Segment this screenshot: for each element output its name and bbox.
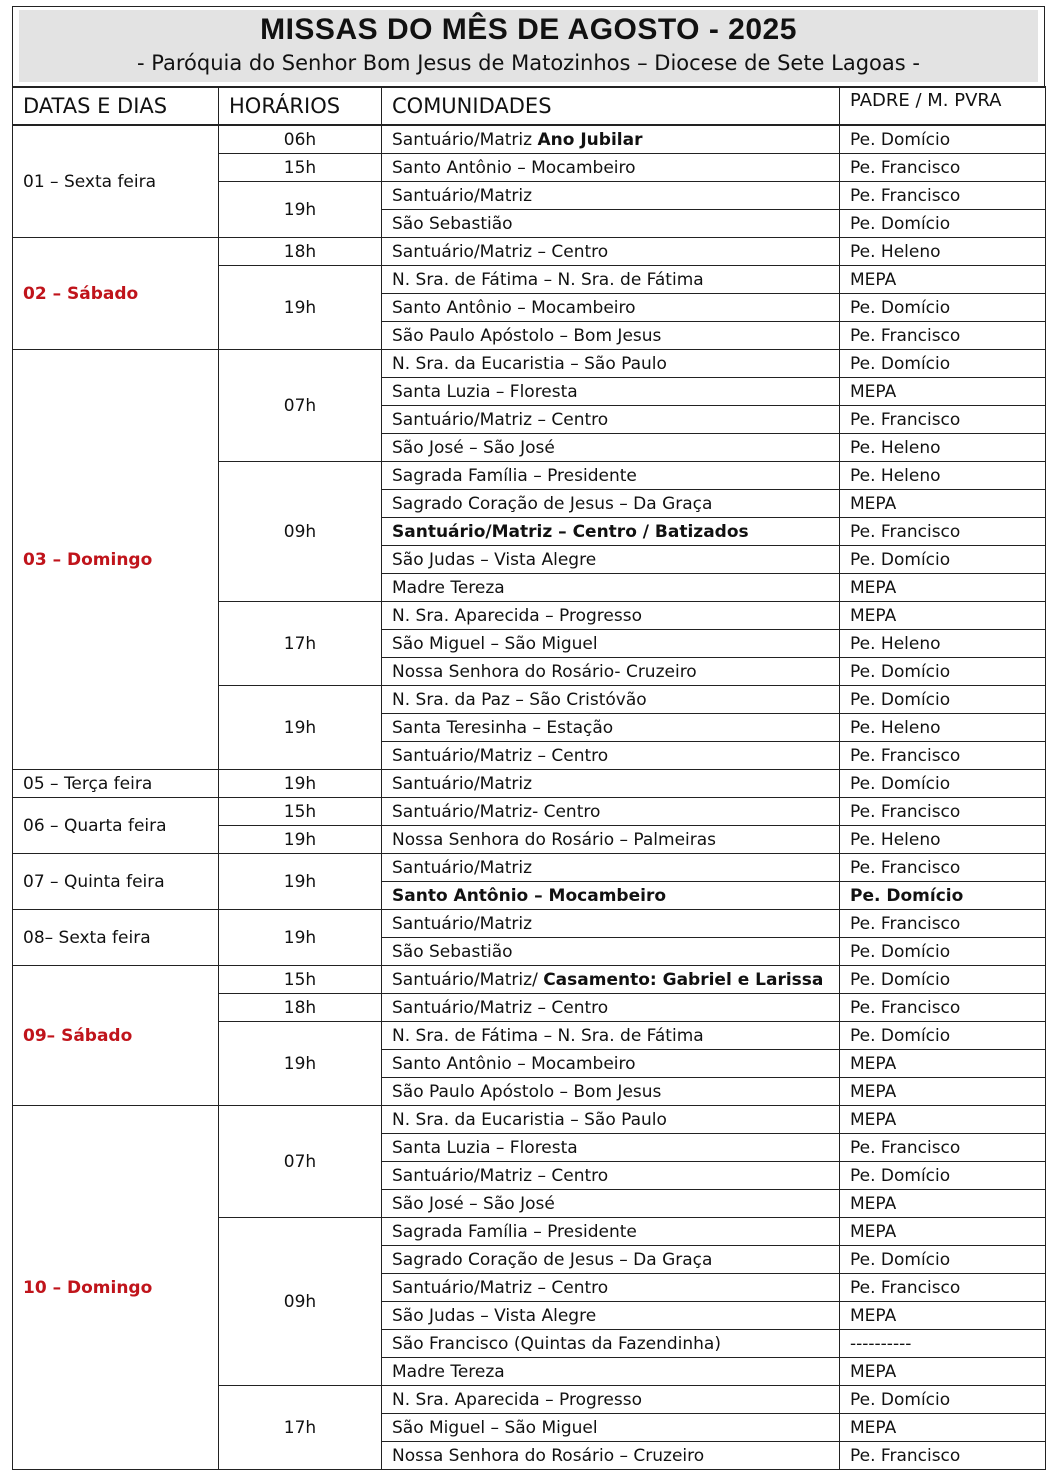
community-cell: [382, 854, 840, 882]
time-cell: 09h: [219, 1218, 382, 1386]
community-cell: [382, 546, 840, 574]
table-row: [13, 1106, 1046, 1134]
table-header-row: [13, 87, 1046, 125]
priest-cell: MEPA: [840, 574, 1046, 602]
community-name: Santo Antônio – Mocambeiro: [392, 885, 667, 906]
priest-cell: MEPA: [840, 1106, 1046, 1134]
priest-cell: Pe. Francisco: [840, 1274, 1046, 1302]
community-name: Santuário/Matriz – Centro / Batizados: [392, 521, 749, 542]
community-cell: [382, 154, 840, 182]
community-name: Santo Antônio – Mocambeiro: [392, 297, 636, 318]
day-cell: 06 – Quarta feira: [13, 798, 219, 854]
community-note: Ano Jubilar: [537, 129, 643, 150]
community-name: Santa Luzia – Floresta: [392, 381, 578, 402]
day-cell: 07 – Quinta feira: [13, 854, 219, 910]
time-cell: 06h: [219, 125, 382, 154]
community-cell: [382, 1442, 840, 1470]
priest-cell: Pe. Heleno: [840, 714, 1046, 742]
community-name: Santuário/Matriz: [392, 913, 533, 934]
community-cell: [382, 910, 840, 938]
table-row: [13, 910, 1046, 938]
community-cell: [382, 602, 840, 630]
community-name: N. Sra. de Fátima – N. Sra. de Fátima: [392, 269, 704, 290]
priest-cell: Pe. Francisco: [840, 518, 1046, 546]
priest-cell: MEPA: [840, 1078, 1046, 1106]
time-cell: 19h: [219, 182, 382, 238]
priest-cell: Pe. Heleno: [840, 434, 1046, 462]
time-cell: 19h: [219, 910, 382, 966]
priest-cell: MEPA: [840, 266, 1046, 294]
priest-cell: MEPA: [840, 602, 1046, 630]
page-title: MISSAS DO MÊS DE AGOSTO - 2025: [260, 13, 797, 46]
time-cell: 07h: [219, 350, 382, 462]
column-header-times: HORÁRIOS: [219, 87, 382, 125]
priest-cell: Pe. Francisco: [840, 798, 1046, 826]
community-name: Nossa Senhora do Rosário – Palmeiras: [392, 829, 717, 850]
community-cell: [382, 294, 840, 322]
column-header-priest: PADRE / M. PVRA: [840, 87, 1046, 125]
priest-cell: Pe. Heleno: [840, 630, 1046, 658]
community-name: Santuário/Matriz – Centro: [392, 745, 609, 766]
community-name: Nossa Senhora do Rosário- Cruzeiro: [392, 661, 697, 682]
community-name: Santa Luzia – Floresta: [392, 1137, 578, 1158]
time-cell: 18h: [219, 238, 382, 266]
day-cell: 01 – Sexta feira: [13, 125, 219, 238]
community-cell: [382, 350, 840, 378]
community-cell: [382, 1078, 840, 1106]
community-cell: [382, 490, 840, 518]
time-cell: 19h: [219, 854, 382, 910]
community-cell: [382, 882, 840, 910]
priest-cell: Pe. Francisco: [840, 1442, 1046, 1470]
community-name: São Miguel – São Miguel: [392, 633, 598, 654]
priest-cell: Pe. Francisco: [840, 1134, 1046, 1162]
community-cell: [382, 798, 840, 826]
community-name: Santuário/Matriz – Centro: [392, 409, 609, 430]
community-cell: [382, 378, 840, 406]
priest-cell: Pe. Domício: [840, 882, 1046, 910]
priest-cell: MEPA: [840, 1302, 1046, 1330]
community-name: N. Sra. Aparecida – Progresso: [392, 605, 642, 626]
community-name: São Judas – Vista Alegre: [392, 549, 597, 570]
table-row: [13, 238, 1046, 266]
priest-cell: Pe. Domício: [840, 966, 1046, 994]
community-cell: [382, 406, 840, 434]
priest-cell: Pe. Francisco: [840, 322, 1046, 350]
priest-cell: Pe. Domício: [840, 1022, 1046, 1050]
community-name: Santuário/Matriz – Centro: [392, 997, 609, 1018]
community-cell: [382, 630, 840, 658]
community-name: Santuário/Matriz/: [392, 969, 544, 990]
community-note: Casamento: Gabriel e Larissa: [543, 969, 824, 990]
community-name: São Sebastião: [392, 213, 513, 234]
priest-cell: Pe. Francisco: [840, 182, 1046, 210]
priest-cell: Pe. Francisco: [840, 154, 1046, 182]
community-name: Santuário/Matriz: [392, 129, 538, 150]
priest-cell: Pe. Domício: [840, 1246, 1046, 1274]
day-cell: 08– Sexta feira: [13, 910, 219, 966]
table-row: [13, 854, 1046, 882]
community-cell: [382, 938, 840, 966]
community-name: Santo Antônio – Mocambeiro: [392, 157, 636, 178]
community-name: Santuário/Matriz – Centro: [392, 1165, 609, 1186]
priest-cell: MEPA: [840, 1414, 1046, 1442]
community-cell: [382, 210, 840, 238]
priest-cell: Pe. Francisco: [840, 910, 1046, 938]
priest-cell: Pe. Domício: [840, 210, 1046, 238]
community-cell: [382, 1358, 840, 1386]
priest-cell: Pe. Domício: [840, 350, 1046, 378]
table-row: [13, 350, 1046, 378]
community-cell: [382, 182, 840, 210]
community-name: Sagrado Coração de Jesus – Da Graça: [392, 493, 713, 514]
table-row: [13, 966, 1046, 994]
time-cell: 19h: [219, 826, 382, 854]
community-cell: [382, 826, 840, 854]
priest-cell: Pe. Domício: [840, 938, 1046, 966]
time-cell: 17h: [219, 1386, 382, 1470]
schedule-header: [12, 6, 1045, 86]
community-name: São José – São José: [392, 437, 555, 458]
community-name: N. Sra. da Eucaristia – São Paulo: [392, 353, 667, 374]
table-row: [13, 798, 1046, 826]
priest-cell: Pe. Domício: [840, 658, 1046, 686]
time-cell: 19h: [219, 1022, 382, 1106]
day-cell: 05 – Terça feira: [13, 770, 219, 798]
priest-cell: MEPA: [840, 490, 1046, 518]
priest-cell: ----------: [840, 1330, 1046, 1358]
time-cell: 17h: [219, 602, 382, 686]
community-cell: [382, 1414, 840, 1442]
priest-cell: MEPA: [840, 378, 1046, 406]
community-name: Sagrada Família – Presidente: [392, 1221, 637, 1242]
time-cell: 09h: [219, 462, 382, 602]
community-name: Sagrada Família – Presidente: [392, 465, 637, 486]
community-cell: [382, 1106, 840, 1134]
column-header-communities: COMUNIDADES: [382, 87, 840, 125]
schedule-body: [13, 125, 1046, 1470]
priest-cell: Pe. Heleno: [840, 462, 1046, 490]
priest-cell: Pe. Domício: [840, 125, 1046, 154]
day-cell: 09– Sábado: [13, 966, 219, 1106]
community-name: São Miguel – São Miguel: [392, 1417, 598, 1438]
community-cell: [382, 686, 840, 714]
community-name: São Francisco (Quintas da Fazendinha): [392, 1333, 721, 1354]
priest-cell: Pe. Domício: [840, 546, 1046, 574]
community-name: N. Sra. da Eucaristia – São Paulo: [392, 1109, 667, 1130]
community-name: Sagrado Coração de Jesus – Da Graça: [392, 1249, 713, 1270]
time-cell: 15h: [219, 966, 382, 994]
community-cell: [382, 1050, 840, 1078]
community-name: São Paulo Apóstolo – Bom Jesus: [392, 325, 662, 346]
community-cell: [382, 742, 840, 770]
priest-cell: Pe. Domício: [840, 1386, 1046, 1414]
time-cell: 18h: [219, 994, 382, 1022]
priest-cell: MEPA: [840, 1190, 1046, 1218]
priest-cell: Pe. Domício: [840, 770, 1046, 798]
community-name: Madre Tereza: [392, 1361, 505, 1382]
community-name: Santa Teresinha – Estação: [392, 717, 614, 738]
community-name: Santuário/Matriz- Centro: [392, 801, 601, 822]
community-cell: [382, 658, 840, 686]
community-name: Nossa Senhora do Rosário – Cruzeiro: [392, 1445, 705, 1466]
page-subtitle: - Paróquia do Senhor Bom Jesus de Matozinhos – Diocese de Sete Lagoas -: [137, 51, 920, 75]
table-row: [13, 125, 1046, 154]
community-cell: [382, 462, 840, 490]
priest-cell: Pe. Domício: [840, 294, 1046, 322]
priest-cell: MEPA: [840, 1218, 1046, 1246]
time-cell: 19h: [219, 770, 382, 798]
community-name: N. Sra. da Paz – São Cristóvão: [392, 689, 647, 710]
community-cell: [382, 1022, 840, 1050]
community-cell: [382, 238, 840, 266]
day-cell: 03 – Domingo: [13, 350, 219, 770]
community-cell: [382, 1190, 840, 1218]
community-cell: [382, 1274, 840, 1302]
priest-cell: Pe. Heleno: [840, 826, 1046, 854]
community-cell: [382, 1302, 840, 1330]
community-cell: [382, 714, 840, 742]
priest-cell: MEPA: [840, 1050, 1046, 1078]
community-name: Santuário/Matriz – Centro: [392, 241, 609, 262]
priest-cell: MEPA: [840, 1358, 1046, 1386]
community-name: N. Sra. de Fátima – N. Sra. de Fátima: [392, 1025, 704, 1046]
community-name: Madre Tereza: [392, 577, 505, 598]
community-cell: [382, 518, 840, 546]
priest-cell: Pe. Francisco: [840, 994, 1046, 1022]
community-name: São Judas – Vista Alegre: [392, 1305, 597, 1326]
time-cell: 07h: [219, 1106, 382, 1218]
community-cell: [382, 1330, 840, 1358]
day-cell: 10 – Domingo: [13, 1106, 219, 1470]
community-name: Santuário/Matriz: [392, 857, 533, 878]
day-cell: 02 – Sábado: [13, 238, 219, 350]
community-name: São Paulo Apóstolo – Bom Jesus: [392, 1081, 662, 1102]
community-name: Santuário/Matriz: [392, 773, 533, 794]
mass-schedule-table: [12, 86, 1046, 1470]
community-cell: [382, 966, 840, 994]
community-cell: [382, 322, 840, 350]
community-cell: [382, 1134, 840, 1162]
header-banner: [19, 10, 1038, 82]
community-name: N. Sra. Aparecida – Progresso: [392, 1389, 642, 1410]
priest-cell: Pe. Francisco: [840, 854, 1046, 882]
community-cell: [382, 770, 840, 798]
time-cell: 19h: [219, 266, 382, 350]
community-cell: [382, 994, 840, 1022]
community-cell: [382, 125, 840, 154]
priest-cell: Pe. Francisco: [840, 406, 1046, 434]
priest-cell: Pe. Francisco: [840, 742, 1046, 770]
community-name: Santuário/Matriz – Centro: [392, 1277, 609, 1298]
table-row: [13, 770, 1046, 798]
priest-cell: Pe. Heleno: [840, 238, 1046, 266]
community-name: São José – São José: [392, 1193, 555, 1214]
community-cell: [382, 1386, 840, 1414]
priest-cell: Pe. Domício: [840, 1162, 1046, 1190]
column-header-dates: DATAS E DIAS: [13, 87, 219, 125]
time-cell: 19h: [219, 686, 382, 770]
community-cell: [382, 1218, 840, 1246]
community-name: Santo Antônio – Mocambeiro: [392, 1053, 636, 1074]
time-cell: 15h: [219, 798, 382, 826]
community-name: Santuário/Matriz: [392, 185, 533, 206]
time-cell: 15h: [219, 154, 382, 182]
community-cell: [382, 1246, 840, 1274]
community-cell: [382, 266, 840, 294]
community-cell: [382, 574, 840, 602]
community-cell: [382, 434, 840, 462]
community-name: São Sebastião: [392, 941, 513, 962]
community-cell: [382, 1162, 840, 1190]
schedule-page: [12, 6, 1045, 1470]
priest-cell: Pe. Domício: [840, 686, 1046, 714]
